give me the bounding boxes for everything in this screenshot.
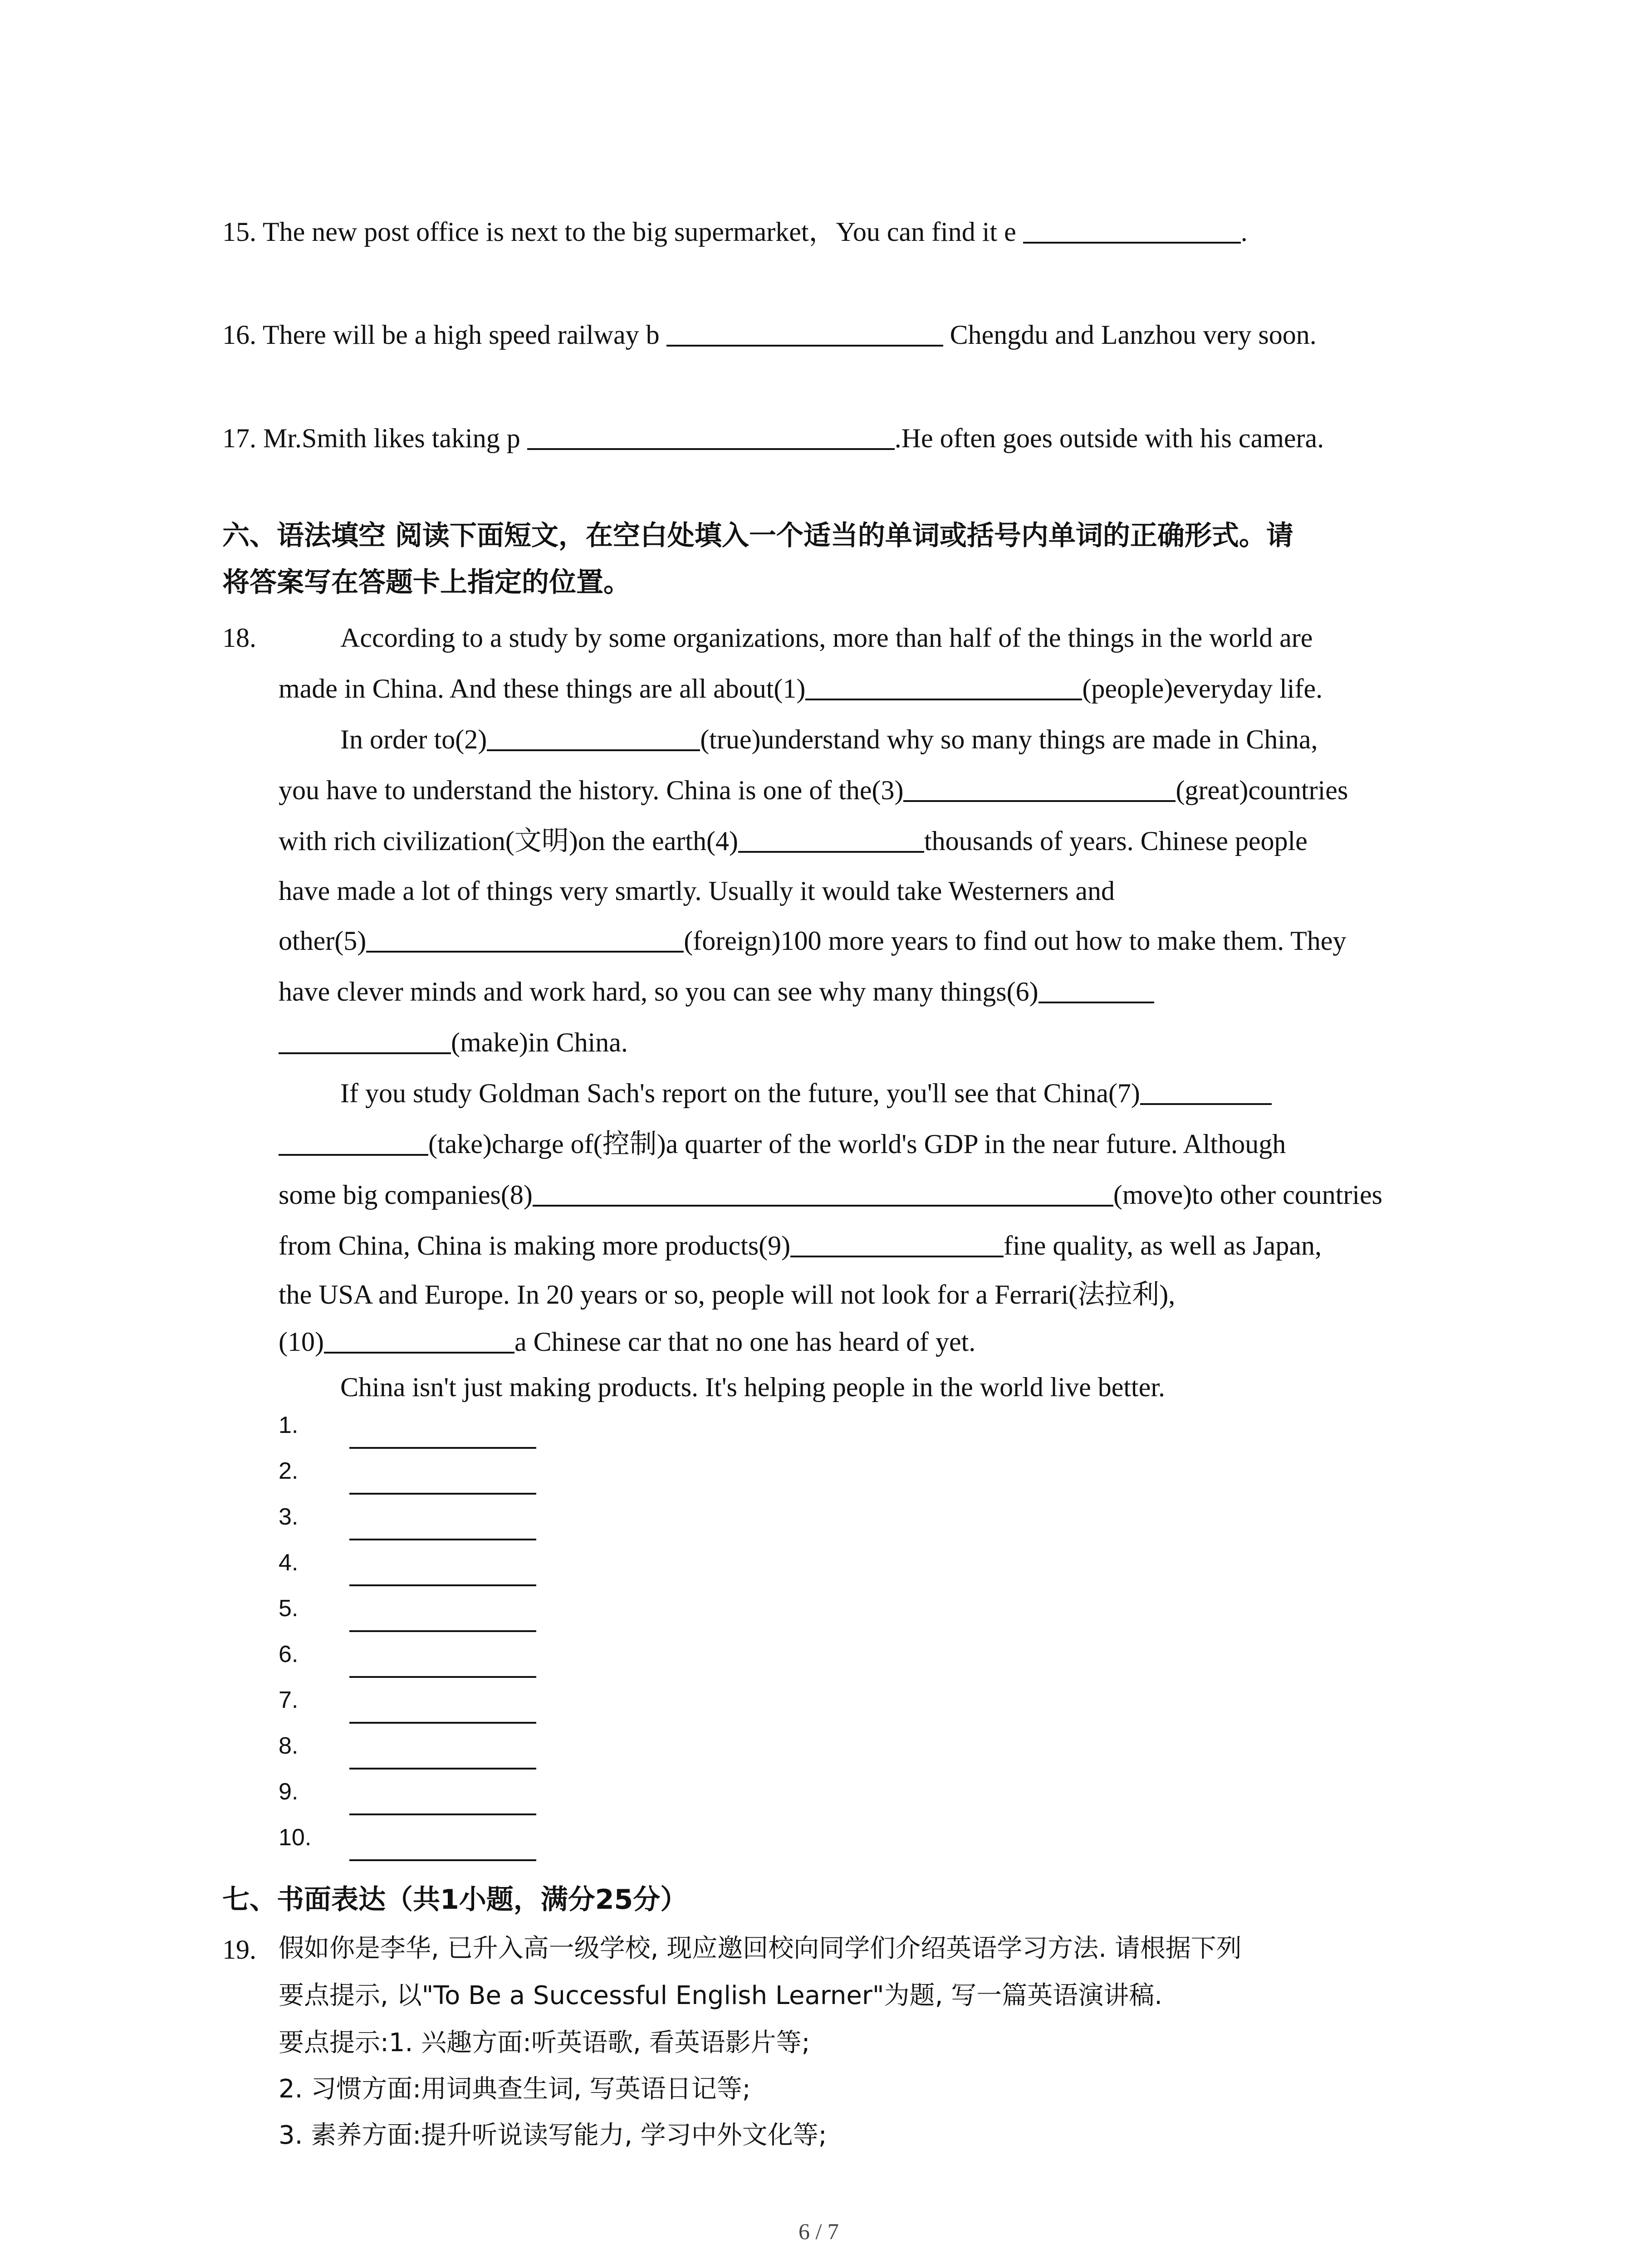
question-19-number: 19. [222,1935,256,1965]
answer-number: 9. [279,1779,299,1805]
answer-line[interactable] [349,1813,536,1815]
passage-line: other(5) (foreign)100 more years to find out how to make them. They [279,924,1346,957]
question-15 [222,215,1248,248]
answer-blank[interactable] [666,318,943,347]
section-6-heading-line-2: 将答案写在答题卡上指定的位置。 [222,567,631,598]
answer-number: 4. [279,1549,299,1576]
question-number: 15. [222,217,256,247]
passage-blank-4[interactable] [738,825,924,853]
question-number: 16. [222,320,256,350]
answer-line[interactable] [349,1722,536,1724]
answer-line[interactable] [349,1584,536,1586]
answer-blank[interactable] [1023,215,1241,244]
question-number: 17. [222,423,256,453]
question-19-line: 要点提示:1. 兴趣方面:听英语歌, 看英语影片等; [279,2028,810,2058]
passage-line: (take)charge of(控制)a quarter of the world's GDP in the near future. Although [279,1128,1286,1160]
question-18-number: 18. [222,623,256,653]
passage-blank-6a[interactable] [1038,975,1154,1003]
section-6-heading-line-1: 六、语法填空 阅读下面短文，在空白处填入一个适当的单词或括号内单词的正确形式。请 [222,520,1293,552]
question-19-line: 假如你是李华, 已升入高一级学校, 现应邀回校向同学们介绍英语学习方法. 请根据下列 [279,1934,1242,1963]
passage-blank-5[interactable] [366,924,684,953]
answer-number: 8. [279,1733,299,1759]
passage-line: some big companies(8) (move)to other countries [279,1178,1382,1211]
passage-line: made in China. And these things are all about(1) (people)everyday life. [279,672,1323,705]
question-19-line: 3. 素养方面:提升听说读写能力, 学习中外文化等; [279,2121,827,2150]
answer-blank[interactable] [527,422,895,450]
passage-blank-1[interactable] [805,672,1082,700]
passage-line: If you study Goldman Sach's report on the future, you'll see that China(7) [340,1077,1272,1110]
passage-line: with rich civilization(文明)on the earth(4) thousands of years. Chinese people [279,825,1308,857]
passage-blank-3[interactable] [903,774,1176,802]
passage-line: have clever minds and work hard, so you can see why many things(6) [279,975,1154,1008]
passage-blank-10[interactable] [324,1325,514,1354]
passage-blank-7b[interactable] [279,1128,428,1156]
answer-line[interactable] [349,1539,536,1540]
passage-line: (10) a Chinese car that no one has heard of yet. [279,1325,975,1358]
passage-line: In order to(2) (true)understand why so many things are made in China, [340,723,1318,756]
answer-line[interactable] [349,1447,536,1449]
question-text-end: . [1240,217,1248,247]
passage-line: you have to understand the history. China is one of the(3) (great)countries [279,774,1348,807]
answer-line[interactable] [349,1859,536,1861]
answer-line[interactable] [349,1768,536,1769]
page-number: 6 / 7 [798,2219,839,2244]
passage-line: from China, China is making more products(9) fine quality, as well as Japan, [279,1229,1322,1262]
question-text: Mr.Smith likes taking p [263,423,520,453]
question-text: The new post office is next to the big supermarket，You can find it e [262,217,1016,247]
passage-line: (make)in China. [279,1026,628,1059]
question-text: There will be a high speed railway b [262,320,660,350]
answer-number: 5. [279,1595,299,1622]
question-text: Chengdu and Lanzhou very soon. [950,320,1317,350]
answer-number: 2. [279,1458,299,1484]
answer-line[interactable] [349,1630,536,1632]
passage-blank-6b[interactable] [279,1026,451,1054]
section-7-heading: 七、书面表达（共1小题，满分25分） [222,1884,688,1916]
passage-blank-9[interactable] [790,1229,1004,1257]
answer-number: 6. [279,1641,299,1667]
passage-line: China isn't just making products. It's helping people in the world live better. [340,1372,1166,1402]
passage-blank-8[interactable] [533,1178,1113,1207]
passage-line: According to a study by some organizations, more than half of the things in the world are [340,623,1313,653]
question-16 [222,318,1317,351]
passage-blank-7a[interactable] [1140,1077,1272,1105]
question-17 [222,422,1324,455]
answer-number: 7. [279,1687,299,1713]
passage-line: the USA and Europe. In 20 years or so, people will not look for a Ferrari(法拉利), [279,1280,1176,1310]
answer-number: 1. [279,1412,299,1438]
answer-number: 10. [279,1824,312,1851]
passage-blank-2[interactable] [487,723,700,751]
passage-line: have made a lot of things very smartly. Usually it would take Westerners and [279,876,1115,906]
answer-number: 3. [279,1504,299,1530]
answer-line[interactable] [349,1676,536,1678]
answer-line[interactable] [349,1493,536,1495]
question-19-line: 2. 习惯方面:用词典查生词, 写英语日记等; [279,2074,751,2104]
question-text: .He often goes outside with his camera. [894,423,1324,453]
question-19-line: 要点提示, 以"To Be a Successful English Learner"为题, 写一篇英语演讲稿. [279,1981,1163,2010]
